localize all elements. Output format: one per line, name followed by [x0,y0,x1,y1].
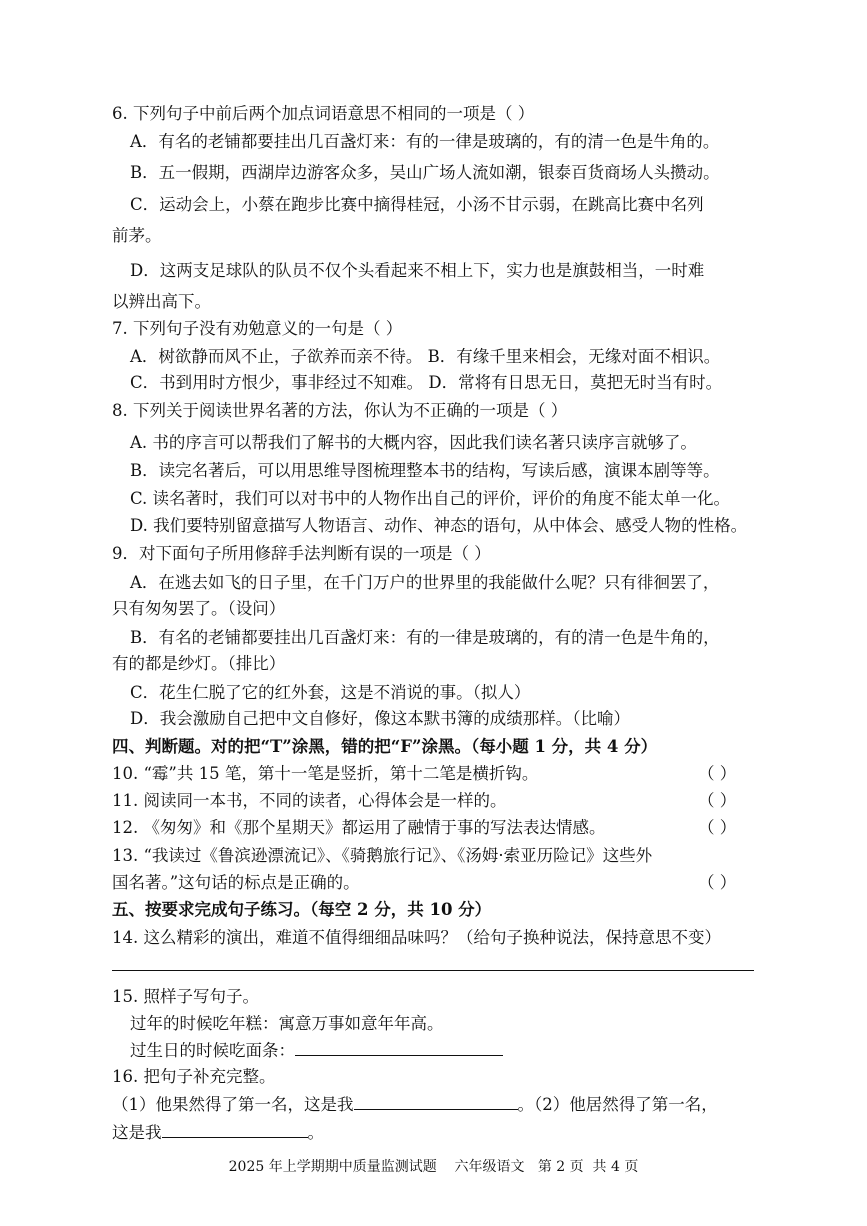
q11-answer-paren[interactable]: （ ） [698,791,737,810]
q6-option-d-line1: D．这两支足球队的队员不仅个头看起来不相上下，实力也是旗鼓相当，一时难 [130,261,705,280]
q6-option-c-line1: C．运动会上，小蔡在跑步比赛中摘得桂冠，小汤不甘示弱，在跳高比赛中名列 [130,195,704,214]
q16-row2 [112,1121,762,1144]
q16-row1 [112,1093,762,1116]
q15-prompt: 过生日的时候吃面条： [130,1041,295,1060]
q8-option-d: D. 我们要特别留意描写人物语言、动作、神态的语句，从中体会、感受人物的性格。 [130,516,748,535]
q16-end: 。 [307,1123,324,1142]
section-5-title: 五、按要求完成句子练习。（每空 2 分，共 10 分） [112,900,492,919]
q13-answer-paren[interactable]: （ ） [698,873,737,892]
q14: 14. 这么精彩的演出，难道不值得细细品味吗？（给句子换种说法，保持意思不变） [112,928,721,947]
q14-answer-line[interactable] [112,970,754,971]
q16-blank-2[interactable] [162,1121,308,1138]
q15-answer-blank[interactable] [295,1039,503,1056]
q16: 16. 把句子补充完整。 [112,1067,276,1086]
q6-option-d-line2: 以辨出高下。 [112,292,211,311]
q9-option-b-line1: B．有名的老铺都要挂出几百盏灯来：有的一律是玻璃的，有的清一色是牛角的， [130,628,720,647]
q9-stem: 9．对下面句子所用修辞手法判断有误的一项是（ ） [112,544,491,563]
q7-options-cd: C．书到用时方恨少，事非经过不知难。 D．常将有日思无日，莫把无时当有时。 [130,373,723,392]
q13-line2: 国名著。”这句话的标点是正确的。 [112,873,360,892]
q9-option-a-line1: A．在逃去如飞的日子里，在千门万户的世界里的我能做什么呢？只有徘徊罢了， [130,573,720,592]
q15-prompt-row [130,1039,762,1062]
q8-stem: 8. 下列关于阅读世界名著的方法，你认为不正确的一项是（ ） [112,401,568,420]
q7-stem: 7. 下列句子没有劝勉意义的一句是（ ） [112,319,403,338]
q16-blank-1[interactable] [354,1093,518,1110]
q7-options-ab: A．树欲静而风不止，子欲养而亲不待。 B．有缘千里来相会，无缘对面不相识。 [130,347,721,366]
q9-option-d: D．我会激励自己把中文自修好，像这本默书簿的成绩那样。（比喻） [130,709,630,728]
q11: 11. 阅读同一本书，不同的读者，心得体会是一样的。 [112,791,507,810]
page-footer: 2025 年上学期期中质量监测试题 六年级语文 第 2 页 共 4 页 [228,1159,639,1175]
q12-answer-paren[interactable]: （ ） [698,818,737,837]
q15: 15. 照样子写句子。 [112,987,259,1006]
q16-part1: （1）他果然得了第一名，这是我 [112,1095,354,1114]
q16-part2: 。（2）他居然得了第一名， [517,1095,718,1114]
q13-line1: 13. “我读过《鲁滨逊漂流记》、《骑鹅旅行记》、《汤姆·索亚历险记》这些外 [112,846,653,865]
q6-option-a: A．有名的老铺都要挂出几百盏灯来：有的一律是玻璃的，有的清一色是牛角的。 [130,132,720,151]
q6-option-c-line2: 前茅。 [112,226,162,245]
q10-answer-paren[interactable]: （ ） [698,764,737,783]
q6-option-b: B．五一假期，西湖岸边游客众多，吴山广场人流如潮，银泰百货商场人头攒动。 [130,163,720,182]
q10: 10. “霉”共 15 笔，第十一笔是竖折，第十二笔是横折钩。 [112,764,539,783]
q9-option-a-line2: 只有匆匆罢了。（设问） [112,599,286,618]
q8-option-a: A. 书的序言可以帮我们了解书的大概内容，因此我们读名著只读序言就够了。 [130,433,697,452]
q15-example: 过年的时候吃年糕：寓意万事如意年年高。 [130,1014,444,1033]
q9-option-c: C．花生仁脱了它的红外套，这是不消说的事。（拟人） [130,683,531,702]
q12: 12. 《匆匆》和《那个星期天》都运用了融情于事的写法表达情感。 [112,818,606,837]
q8-option-c: C. 读名著时，我们可以对书中的人物作出自己的评价，评价的角度不能太单一化。 [130,489,731,508]
q6-stem: 6. 下列句子中前后两个加点词语意思不相同的一项是（ ） [112,104,535,123]
q8-option-b: B．读完名著后，可以用思维导图梳理整本书的结构，写读后感，演课本剧等等。 [130,461,720,480]
q16-part3: 这是我 [112,1123,162,1142]
section-4-title: 四、判断题。对的把“T”涂黑，错的把“F”涂黑。（每小题 1 分，共 4 分） [112,737,658,756]
q9-option-b-line2: 有的都是纱灯。（排比） [112,654,286,673]
